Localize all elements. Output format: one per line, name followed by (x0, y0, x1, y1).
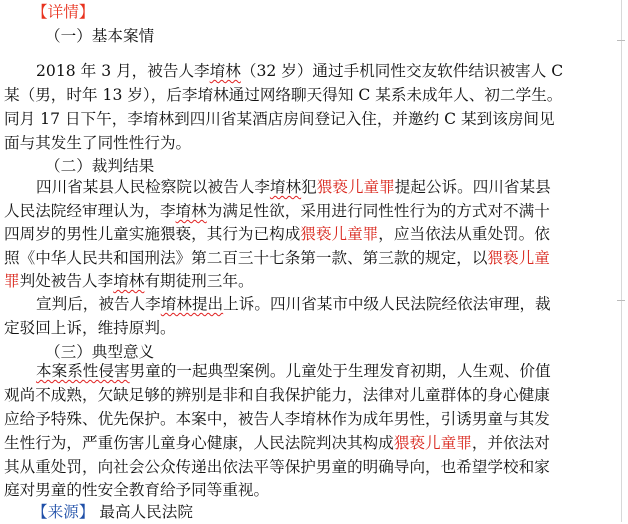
crime-term: 猥亵儿童罪 (316, 178, 395, 196)
p3-line-1 (36, 292, 551, 316)
p1-line-2: 某（男，时年 13 岁），后李堉林通过网络聊天得知 C 某系未成年人、初二学生。 (4, 86, 563, 104)
text-run: 照《中华人民共和国刑法》第二百三十七条第一款、第三款的规定，以 (4, 249, 488, 267)
p4-line-6: 庭对男童的性安全教育给予同等重视。 (4, 481, 270, 499)
text-run: 人民法院经审理认为，李 (4, 202, 176, 220)
details-label: 【详情】 (32, 3, 95, 21)
source-line (32, 500, 193, 524)
text-run: 犯 (301, 178, 317, 196)
p1-line-4: 面与其发生了同性性行为。 (4, 134, 192, 152)
p4-line-4 (4, 431, 550, 455)
crime-term: 猥亵儿童 (487, 249, 550, 267)
crime-term: 猥亵儿童罪 (393, 434, 472, 452)
p1-line-3: 同月 17 日下午，李堉林到四川省某酒店房间登记入住，并邀约 C 某到该房间见 (4, 110, 555, 128)
name-run: 堉林 (113, 272, 145, 290)
text-run: 宣判后，被告人李 (36, 295, 161, 313)
page-edge-divider (621, 0, 622, 522)
text-run: （32 岁）通过手机同性交友软件结识被害人 C (240, 62, 564, 80)
text-run: 提起公诉。四川省某县 (394, 178, 551, 196)
p1-line-1 (36, 59, 563, 83)
text-run: 四周岁的男性儿童实施猥亵，其行为已构成 (4, 225, 301, 243)
name-run: 堉林 (269, 178, 302, 196)
source-label: 【来源】 (32, 503, 95, 521)
name-run: 堉林 (209, 62, 241, 80)
p2-line-3 (4, 222, 550, 246)
crime-term: 罪 (4, 272, 20, 290)
text-run: 有期徒刑三年。 (144, 272, 254, 290)
text-run: ，应当依法从重处罚。依 (378, 225, 550, 243)
margin-tick (617, 300, 625, 301)
section-3-title: （三）典型意义 (45, 343, 155, 361)
text-run: 四川省某县人民检察院以被告人李 (36, 178, 270, 196)
text-run: 为满足性欲，采用进行同性性行为的方式对不满十 (206, 202, 550, 220)
margin-tick (617, 40, 625, 41)
text-run: 生性行为，严重伤害儿童身心健康，人民法院判决其构成 (4, 434, 394, 452)
p3-line-2: 定驳回上诉，维持原判。 (4, 319, 176, 337)
text-run: 2018 年 3 月，被告人李 (36, 62, 210, 80)
section-2-title: （二）裁判结果 (45, 157, 155, 175)
p4-line-3: 应给予特殊、优先保护。本案中，被告人李堉林作为成年男性，引诱男童与其发 (4, 410, 550, 428)
text-run: 上诉。四川省某市中级人民法院经依法审理，裁 (223, 295, 551, 313)
name-run: 堉林 (175, 202, 207, 220)
p4-line-1 (36, 359, 551, 383)
text-run: 判处被告人李 (19, 272, 114, 290)
p2-line-2 (4, 199, 550, 223)
details-heading (32, 0, 94, 24)
text-run: ，并依法对 (471, 434, 550, 452)
text-run: 男童的一起典型案例。儿童处于生理发育初期，人生观、价值 (129, 362, 551, 380)
p4-line-2: 观尚不成熟，欠缺足够的辨别是非和自我保护能力，法律对儿童群体的身心健康 (4, 386, 550, 404)
p2-line-4 (4, 246, 550, 270)
p2-line-1 (36, 175, 551, 199)
crime-term: 猥亵儿童罪 (300, 225, 379, 243)
name-run: 本案系性侵害 (36, 362, 130, 380)
name-run: 堉林提出 (160, 295, 224, 313)
p2-line-5 (4, 269, 254, 293)
source-value: 最高人民法院 (99, 503, 193, 521)
section-1-title: （一）基本案情 (45, 27, 155, 45)
p4-line-5: 其从重处罚，向社会公众传递出依法平等保护男童的明确导向，也希望学校和家 (4, 458, 550, 476)
